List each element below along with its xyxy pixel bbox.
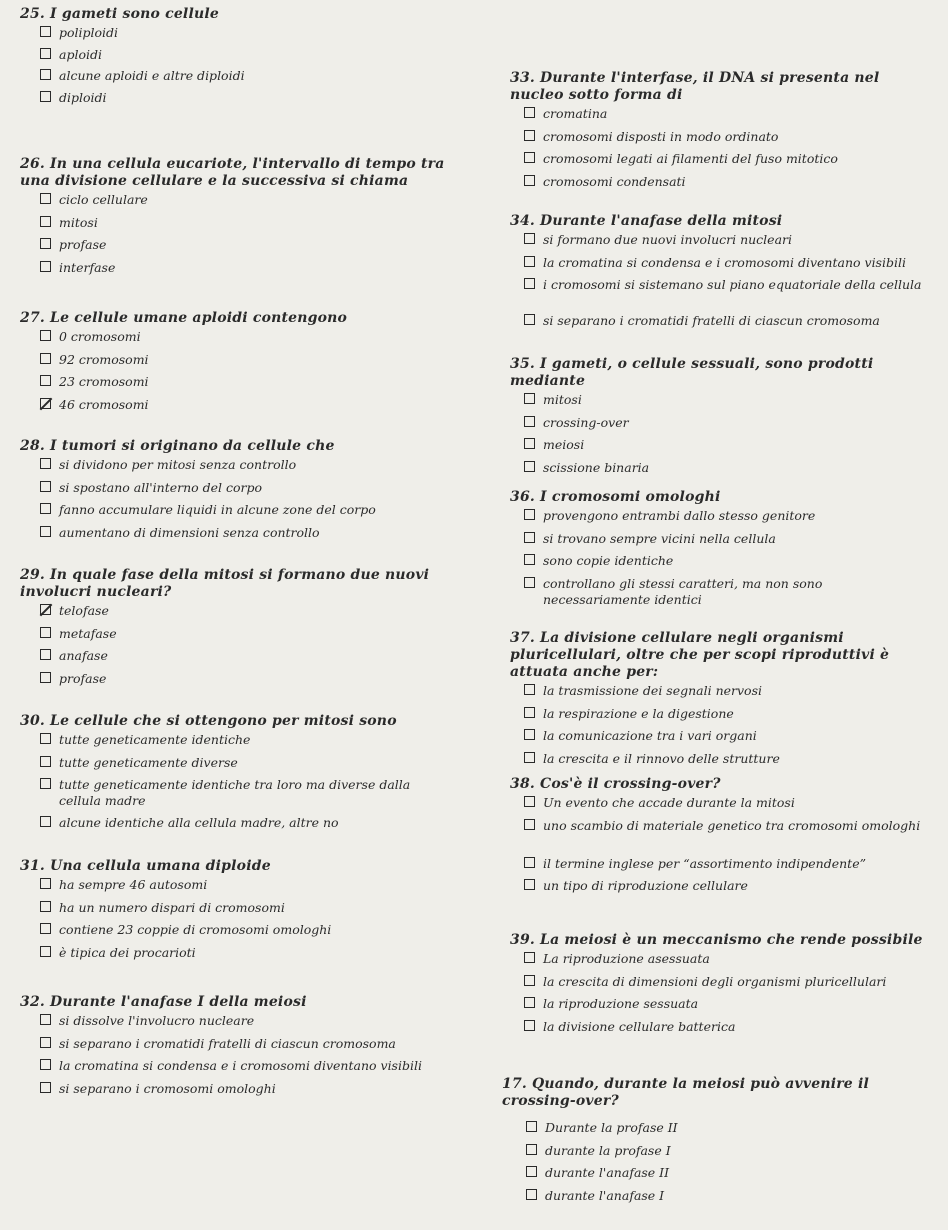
checkbox[interactable] — [40, 261, 51, 272]
option[interactable]: anafase — [40, 648, 450, 671]
question-34 — [510, 213, 930, 336]
checkbox[interactable] — [40, 672, 51, 683]
option[interactable]: La riproduzione asessuata — [524, 951, 930, 974]
option[interactable]: mitosi — [40, 215, 450, 238]
checkbox[interactable] — [524, 416, 535, 427]
question-title: 35. I gameti, o cellule sessuali, sono prodotti mediante — [510, 356, 874, 389]
checkbox[interactable] — [524, 796, 535, 807]
checkbox[interactable] — [40, 481, 51, 492]
question-title: 26. In una cellula eucariote, l'intervallo di tempo tra una divisione cellulare e la successiva si chiama — [20, 156, 445, 189]
option[interactable]: Un evento che accade durante la mitosi — [524, 795, 930, 818]
checkbox[interactable] — [524, 707, 535, 718]
checkbox[interactable] — [40, 627, 51, 638]
option[interactable]: si separano i cromatidi fratelli di ciascun cromosoma — [524, 313, 930, 336]
checkbox[interactable] — [40, 1037, 51, 1048]
checkbox[interactable] — [524, 233, 535, 244]
question-17 — [502, 1076, 942, 1210]
option[interactable]: meiosi — [524, 437, 930, 460]
checkbox[interactable] — [40, 91, 51, 102]
checkbox[interactable] — [524, 975, 535, 986]
question-37 — [510, 630, 930, 773]
checkbox[interactable] — [40, 193, 51, 204]
option[interactable]: cromosomi condensati — [524, 174, 930, 197]
option[interactable]: la cromatina si condensa e i cromosomi diventano visibili — [524, 255, 930, 278]
option[interactable]: si dividono per mitosi senza controllo — [40, 457, 450, 480]
checkbox[interactable] — [40, 330, 51, 341]
option[interactable]: cromatina — [524, 106, 930, 129]
checkbox[interactable] — [40, 756, 51, 767]
checkbox[interactable] — [524, 438, 535, 449]
checkbox[interactable] — [40, 48, 51, 59]
option[interactable]: tutte geneticamente identiche — [40, 732, 450, 755]
question-33 — [510, 70, 930, 196]
checkbox[interactable] — [524, 130, 535, 141]
checkbox[interactable] — [40, 1014, 51, 1025]
question-31 — [20, 858, 450, 967]
option[interactable]: poliploidi — [40, 25, 450, 47]
question-30 — [20, 713, 450, 838]
option[interactable]: i cromosomi si sistemano sul piano equatoriale della cellula — [524, 277, 930, 313]
checkbox[interactable] — [40, 816, 51, 827]
question-title: 30. Le cellule che si ottengono per mitosi sono — [20, 713, 397, 729]
checkbox[interactable] — [524, 256, 535, 267]
question-title: 36. I cromosomi omologhi — [510, 489, 721, 505]
checkbox[interactable] — [40, 238, 51, 249]
option[interactable]: profase — [40, 237, 450, 260]
option[interactable]: fanno accumulare liquidi in alcune zone del corpo — [40, 502, 450, 525]
option[interactable]: si separano i cromosomi omologhi — [40, 1081, 450, 1104]
question-title: 29. In quale fase della mitosi si formano due nuovi involucri nucleari? — [20, 567, 430, 600]
option[interactable]: metafase — [40, 626, 450, 649]
checkbox[interactable] — [40, 526, 51, 537]
checkbox[interactable] — [524, 175, 535, 186]
option[interactable]: Durante la profase II — [526, 1120, 942, 1143]
option[interactable]: tutte geneticamente diverse — [40, 755, 450, 778]
question-28 — [20, 438, 450, 547]
checkbox[interactable] — [40, 923, 51, 934]
option[interactable]: 23 cromosomi — [40, 374, 450, 397]
option[interactable]: alcune aploidi e altre diploidi — [40, 68, 450, 90]
option[interactable]: si spostano all'interno del corpo — [40, 480, 450, 503]
option[interactable]: si trovano sempre vicini nella cellula — [524, 531, 930, 554]
checkbox[interactable] — [524, 1020, 535, 1031]
option[interactable]: cromosomi disposti in modo ordinato — [524, 129, 930, 152]
option[interactable]: durante l'anafase I — [526, 1188, 942, 1211]
checkbox[interactable] — [40, 878, 51, 889]
option[interactable]: 0 cromosomi — [40, 329, 450, 352]
checkbox[interactable] — [526, 1166, 537, 1177]
question-title: 33. Durante l'interfase, il DNA si presenta nel nucleo sotto forma di — [510, 70, 880, 103]
option[interactable]: ha un numero dispari di cromosomi — [40, 900, 450, 923]
checkbox[interactable] — [40, 1082, 51, 1093]
option[interactable]: interfase — [40, 260, 450, 283]
question-title: 27. Le cellule umane aploidi contengono — [20, 310, 348, 326]
option[interactable]: controllano gli stessi caratteri, ma non sono necessariamente identici — [524, 576, 930, 612]
checkbox-checked[interactable] — [40, 398, 51, 409]
question-title: 34. Durante l'anafase della mitosi — [510, 213, 783, 229]
option[interactable]: alcune identiche alla cellula madre, altre no — [40, 815, 450, 838]
question-39 — [510, 932, 930, 1041]
checkbox[interactable] — [524, 752, 535, 763]
option[interactable]: la trasmissione dei segnali nervosi — [524, 683, 930, 706]
option[interactable]: si dissolve l'involucro nucleare — [40, 1013, 450, 1036]
question-29 — [20, 567, 450, 693]
checkbox[interactable] — [524, 107, 535, 118]
checkbox[interactable] — [524, 952, 535, 963]
checkbox[interactable] — [40, 26, 51, 37]
option[interactable]: provengono entrambi dallo stesso genitore — [524, 508, 930, 531]
checkbox[interactable] — [524, 509, 535, 520]
question-25 — [20, 6, 450, 111]
question-title: 17. Quando, durante la meiosi può avvenire il crossing-over? — [502, 1076, 870, 1109]
checkbox[interactable] — [40, 216, 51, 227]
question-35 — [510, 356, 930, 482]
question-32 — [20, 994, 450, 1103]
checkbox[interactable] — [40, 946, 51, 957]
option[interactable]: la comunicazione tra i vari organi — [524, 728, 930, 751]
checkbox[interactable] — [40, 503, 51, 514]
question-title: 28. I tumori si originano da cellule che — [20, 438, 335, 454]
checkbox[interactable] — [524, 278, 535, 289]
option[interactable]: telofase — [40, 603, 450, 626]
checkbox[interactable] — [40, 458, 51, 469]
checkbox[interactable] — [524, 532, 535, 543]
question-title: 31. Una cellula umana diploide — [20, 858, 271, 874]
option[interactable]: si formano due nuovi involucri nucleari — [524, 232, 930, 255]
option[interactable]: mitosi — [524, 392, 930, 415]
option[interactable]: tutte geneticamente identiche tra loro ma diverse dalla cellula madre — [40, 777, 450, 815]
question-38 — [510, 776, 930, 901]
question-title: 32. Durante l'anafase I della meiosi — [20, 994, 307, 1010]
checkbox[interactable] — [40, 1059, 51, 1070]
checkbox[interactable] — [526, 1144, 537, 1155]
checkbox[interactable] — [524, 819, 535, 830]
checkbox[interactable] — [524, 997, 535, 1008]
option[interactable]: un tipo di riproduzione cellulare — [524, 878, 930, 901]
option[interactable]: si separano i cromatidi fratelli di ciascun cromosoma — [40, 1036, 450, 1059]
checkbox[interactable] — [526, 1189, 537, 1200]
question-26 — [20, 156, 450, 282]
option[interactable]: ha sempre 46 autosomi — [40, 877, 450, 900]
checkbox[interactable] — [524, 857, 535, 868]
option[interactable]: durante la profase I — [526, 1143, 942, 1166]
checkbox[interactable] — [526, 1121, 537, 1132]
checkbox[interactable] — [524, 879, 535, 890]
option[interactable]: aumentano di dimensioni senza controllo — [40, 525, 450, 548]
question-title: 25. I gameti sono cellule — [20, 6, 219, 22]
checkbox[interactable] — [40, 901, 51, 912]
checkbox[interactable] — [524, 577, 535, 588]
option[interactable]: scissione binaria — [524, 460, 930, 483]
option[interactable]: 46 cromosomi — [40, 397, 450, 420]
checkbox[interactable] — [40, 778, 51, 789]
checkbox[interactable] — [524, 729, 535, 740]
question-title: 38. Cos'è il crossing-over? — [510, 776, 721, 792]
option[interactable]: aploidi — [40, 47, 450, 69]
checkbox[interactable] — [40, 69, 51, 80]
checkbox[interactable] — [524, 152, 535, 163]
option[interactable]: la riproduzione sessuata — [524, 996, 930, 1019]
option[interactable]: durante l'anafase II — [526, 1165, 942, 1188]
question-27 — [20, 310, 450, 419]
option[interactable]: la crescita di dimensioni degli organismi pluricellulari — [524, 974, 930, 997]
option[interactable]: la cromatina si condensa e i cromosomi diventano visibili — [40, 1058, 450, 1081]
option[interactable]: il termine inglese per “assortimento indipendente” — [524, 856, 930, 879]
checkbox[interactable] — [40, 649, 51, 660]
option[interactable]: cromosomi legati ai filamenti del fuso mitotico — [524, 151, 930, 174]
option[interactable]: la crescita e il rinnovo delle strutture — [524, 751, 930, 774]
option[interactable]: ciclo cellulare — [40, 192, 450, 215]
option[interactable]: sono copie identiche — [524, 553, 930, 576]
checkbox-checked[interactable] — [40, 604, 51, 615]
checkbox[interactable] — [40, 733, 51, 744]
question-title: 37. La divisione cellulare negli organismi pluricellulari, oltre che per scopi riproduttivi è attuata anche per: — [510, 630, 890, 680]
question-36 — [510, 489, 930, 612]
option[interactable]: contiene 23 coppie di cromosomi omologhi — [40, 922, 450, 945]
checkbox[interactable] — [40, 353, 51, 364]
checkbox[interactable] — [524, 393, 535, 404]
checkbox[interactable] — [524, 684, 535, 695]
checkbox[interactable] — [524, 554, 535, 565]
option[interactable]: 92 cromosomi — [40, 352, 450, 375]
checkbox[interactable] — [524, 461, 535, 472]
checkbox[interactable] — [40, 375, 51, 386]
option[interactable]: è tipica dei procarioti — [40, 945, 450, 968]
option[interactable]: crossing-over — [524, 415, 930, 438]
option[interactable]: la divisione cellulare batterica — [524, 1019, 930, 1042]
option[interactable]: profase — [40, 671, 450, 694]
question-title: 39. La meiosi è un meccanismo che rende possibile — [510, 932, 923, 948]
option[interactable]: diploidi — [40, 90, 450, 112]
option[interactable]: uno scambio di materiale genetico tra cromosomi omologhi — [524, 818, 930, 856]
checkbox[interactable] — [524, 314, 535, 325]
option[interactable]: la respirazione e la digestione — [524, 706, 930, 729]
